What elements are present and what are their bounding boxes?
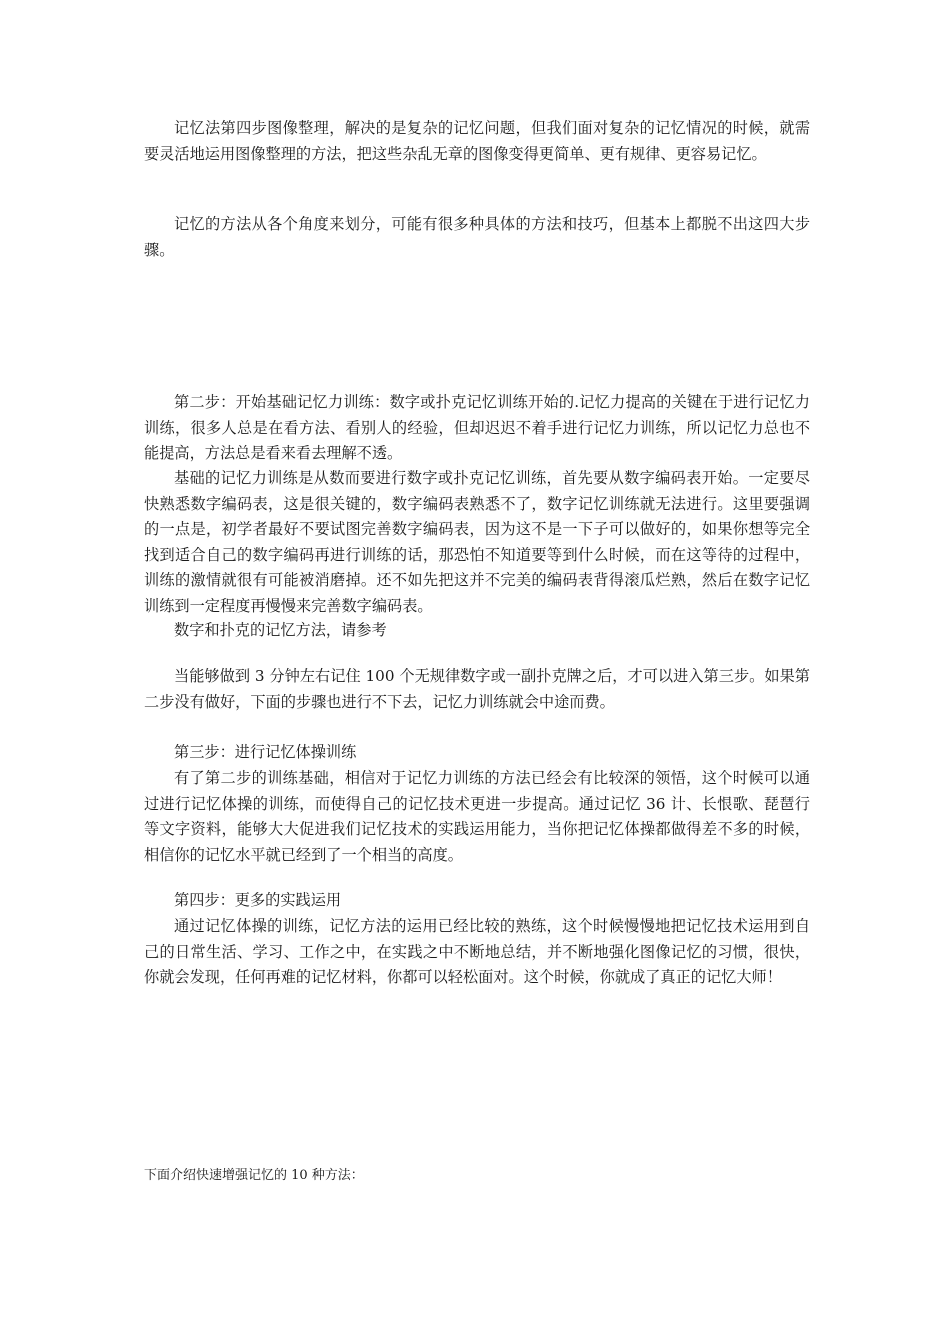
- paragraph-practice: 通过记忆体操的训练，记忆方法的运用已经比较的熟练，这个时候慢慢地把记忆技术运用到自己的日常生活、学习、工作之中，在实践之中不断地总结，并不断地强化图像记忆的习惯，很快，你就会发现，任何再难的记忆材料，你都可以轻松面对。这个时候，你就成了真正的记忆大师！: [144, 917, 810, 987]
- paragraph-four-steps: 记忆的方法从各个角度来划分，可能有很多种具体的方法和技巧，但基本上都脱不出这四大步骤。: [144, 215, 810, 259]
- paragraph-ten-methods-intro: 下面介绍快速增强记忆的 10 种方法：: [144, 1168, 364, 1183]
- paragraph-step-four-image: 记忆法第四步图像整理，解决的是复杂的记忆问题，但我们面对复杂的记忆情况的时候，就需要灵活地运用图像整理的方法，把这些杂乱无章的图像变得更简单、更有规律、更容易记忆。: [144, 119, 810, 163]
- paragraph-number-poker-ref: 数字和扑克的记忆方法，请参考: [174, 621, 387, 639]
- paragraph-basic-training: 基础的记忆力训练是从数而要进行数字或扑克记忆训练，首先要从数字编码表开始。一定要尽快熟悉数字编码表，这是很关键的，数字编码表熟悉不了，数字记忆训练就无法进行。这里要强调的一点是，初学者最好不要试图完善数字编码表，因为这不是一下子可以做好的，如果你想等完全找到适合自己的数字编码再进行训练的话，那恐怕不知道要等到什么时候，而在这等待的过程中，训练的激情就很有可能被消磨掉。还不如先把这并不完美的编码表背得滚瓜烂熟，然后在数字记忆训练到一定程度再慢慢来完善数字编码表。: [144, 469, 810, 615]
- paragraph-step-four-heading: 第四步：更多的实践运用: [174, 891, 342, 909]
- paragraph-step-three-entry: 当能够做到 3 分钟左右记住 100 个无规律数字或一副扑克牌之后，才可以进入第三步。如果第二步没有做好，下面的步骤也进行不下去，记忆力训练就会中途而费。: [144, 667, 810, 711]
- paragraph-step-two-heading: 第二步：开始基础记忆力训练：数字或扑克记忆训练开始的.记忆力提高的关键在于进行记忆力训练，很多人总是在看方法、看别人的经验，但却迟迟不着手进行记忆力训练，所以记忆力总也不能提高，方法总是看来看去理解不透。: [144, 393, 810, 463]
- paragraph-step-three-heading: 第三步：进行记忆体操训练: [174, 743, 357, 761]
- paragraph-memory-exercise: 有了第二步的训练基础，相信对于记忆力训练的方法已经会有比较深的领悟，这个时候可以通过进行记忆体操的训练，而使得自己的记忆技术更进一步提高。通过记忆 36 计、长恨歌、琵琶行等文字资料，能够大大促进我们记忆技术的实践运用能力，当你把记忆体操都做得差不多的时候，相信你的记忆水平就已经到了一个相当的高度。: [144, 769, 810, 864]
